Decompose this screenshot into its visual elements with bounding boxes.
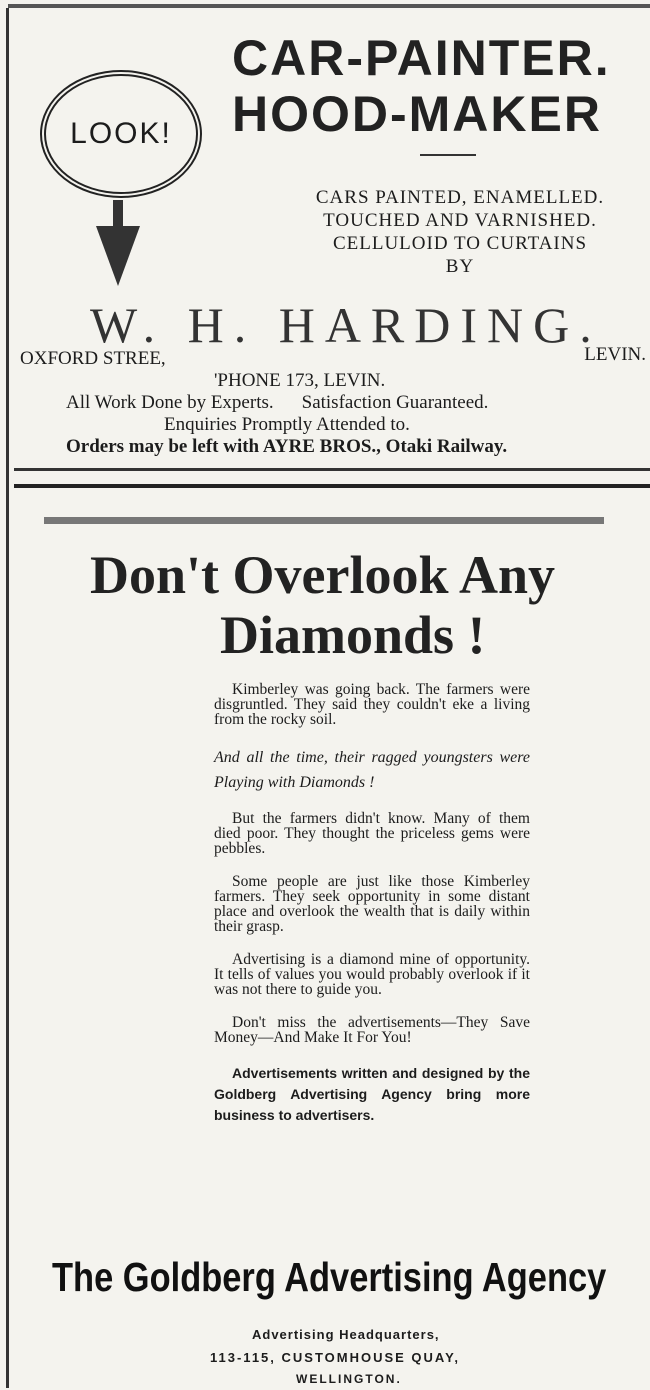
look-badge — [40, 70, 202, 198]
arrow-stem — [113, 200, 123, 228]
agency-name: The Goldberg Advertising Agency — [52, 1254, 607, 1300]
arrow-down-icon — [96, 226, 140, 286]
headline-line-2: HOOD-MAKER — [232, 86, 602, 142]
experts-line — [66, 392, 488, 414]
services-list — [270, 186, 650, 278]
section-divider — [14, 484, 650, 488]
street-address: OXFORD STREE, — [20, 348, 166, 369]
short-rule — [420, 154, 476, 156]
agency-address: 113-115, CUSTOMHOUSE QUAY, — [210, 1350, 460, 1365]
section-divider — [14, 468, 650, 471]
ad-body — [214, 682, 530, 1144]
paragraph: Don't miss the advertisements—They Save Money—And Make It For You! — [214, 1014, 530, 1046]
town: LEVIN. — [584, 344, 646, 365]
service-line: CELLULOID TO CURTAINS — [332, 233, 588, 254]
phone-line: 'PHONE 173, LEVIN. — [214, 370, 386, 391]
paragraph: Kimberley was going back. The farmers were disgruntled. They said they couldn't eke a living from the rocky soil. — [214, 681, 530, 728]
look-badge-text: LOOK! — [70, 117, 172, 150]
top-rule — [8, 4, 650, 8]
left-column-rule — [6, 8, 9, 1388]
paragraph-italic: And all the time, their ragged youngsters were Playing with Diamonds ! — [214, 749, 530, 791]
agency-blurb: Advertisements written and designed by the Goldberg Advertising Agency bring more business to advertisers. — [214, 1065, 530, 1123]
guarantee-text: Satisfaction Guaranteed. — [301, 392, 489, 413]
paragraph: But the farmers didn't know. Many of them died poor. They thought the priceless gems were pebbles. — [214, 810, 530, 857]
diamonds-headline-1: Don't Overlook Any — [90, 545, 556, 605]
paragraph: Advertising is a diamond mine of opportunity. It tells of values you would probably overlook if it was not there to guide you. — [214, 951, 530, 998]
service-line: BY — [445, 256, 475, 277]
agency-city: WELLINGTON. — [296, 1372, 402, 1386]
experts-text: All Work Done by Experts. — [66, 392, 274, 413]
diamonds-headline-2: Diamonds ! — [220, 605, 486, 665]
painter-headline — [232, 30, 650, 142]
paragraph: Some people are just like those Kimberley farmers. They seek opportunity in some distant place and overlook the wealth that is daily within their grasp. — [214, 873, 530, 935]
enquiries-line: Enquiries Promptly Attended to. — [164, 414, 410, 435]
headline-line-1: CAR-PAINTER. — [232, 30, 611, 86]
orders-line: Orders may be left with AYRE BROS., Otaki Railway. — [66, 436, 508, 457]
service-line: TOUCHED AND VARNISHED. — [323, 210, 597, 231]
service-line: CARS PAINTED, ENAMELLED. — [315, 187, 605, 208]
advertiser-name: W. H. HARDING. — [90, 297, 602, 353]
ad-top-rule — [44, 517, 604, 524]
agency-hq: Advertising Headquarters, — [252, 1327, 440, 1342]
